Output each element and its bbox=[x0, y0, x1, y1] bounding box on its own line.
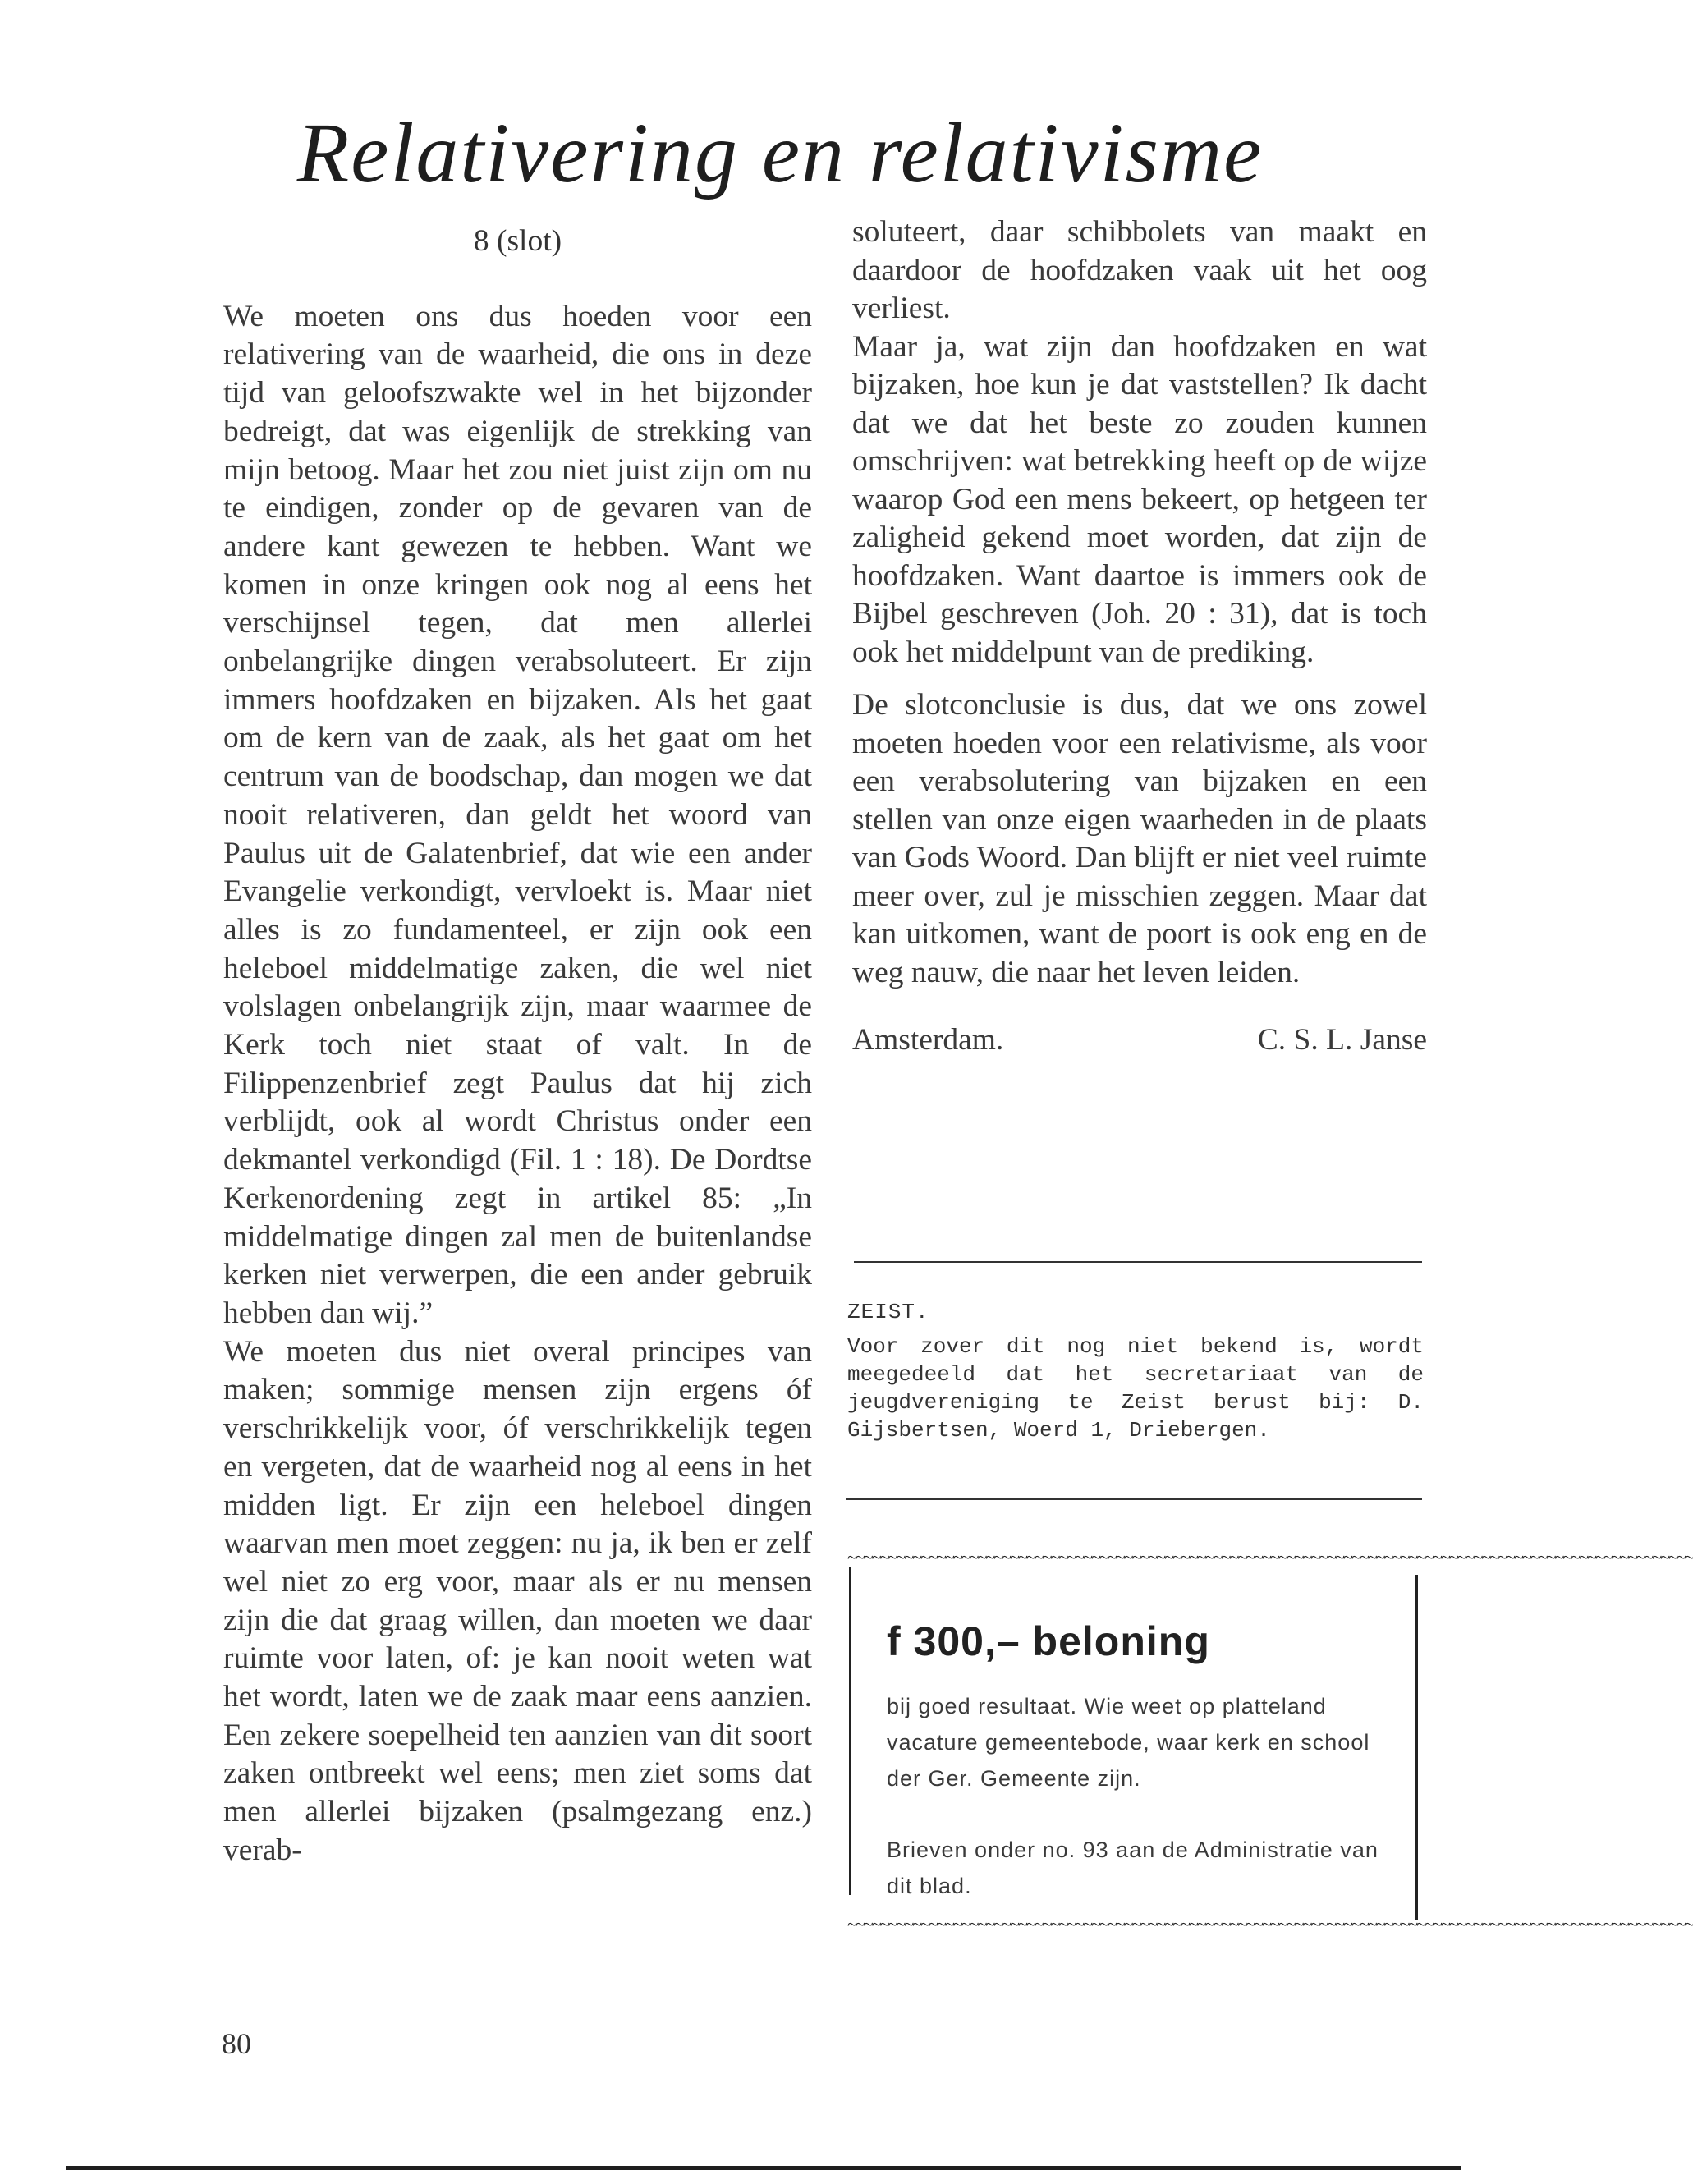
article-paragraph: We moeten dus niet overal principes van maken; sommige mensen zijn ergens óf verschrikkelijk voor, óf verschrikkelijk tegen en vergeten, dat de waarheid nog al eens in het midden ligt. Er zijn een heleboel dingen waarvan men moet zeggen: nu ja, ik ben er zelf wel niet zo erg voor, maar als er nu mensen zijn die dat graag willen, dan moeten we daar ruimte voor laten, of: je kan nooit weten wat het wordt, laten we de zaak maar eens aanzien. Een zekere soepelheid ten aanzien van dit soort zaken ontbreekt wel eens; men ziet soms dat men allerlei bijzaken (psalmgezang enz.) verab- bbox=[223, 1334, 812, 1867]
ad-contact: Brieven onder no. 93 aan de Administratie van dit blad. bbox=[887, 1838, 1379, 1898]
ad-border-left bbox=[849, 1567, 851, 1895]
article-place: Amsterdam. bbox=[852, 1023, 1004, 1057]
ad-title: f 300,– beloning bbox=[887, 1618, 1210, 1664]
ad-body: bij goed resultaat. Wie weet op platteland vacature gemeentebode, waar kerk en school der Ger. Gemeente zijn. bbox=[887, 1694, 1370, 1791]
divider bbox=[846, 1498, 1422, 1500]
divider bbox=[854, 1261, 1422, 1263]
ad-border-right bbox=[1415, 1575, 1418, 1920]
article-paragraph: De slotconclusie is dus, dat we ons zowel moeten hoeden voor een relativisme, als voor een verabsolutering van bijzaken en een stellen van onze eigen waarheden in de plaats van Gods Woord. Dan blijft er niet veel ruimte meer over, zul je misschien zeggen. Maar dat kan uitkomen, want de poort is ook eng en de weg nauw, die naar het leven leiden. bbox=[852, 688, 1427, 989]
reward-advertisement bbox=[847, 1547, 1693, 1934]
ornamental-border-bottom: ~~~~~~~~~~~~~~~~~~~~~~~~~~~~~~~~~~~~~~~~~~~~~~~~~~~~~~~~~~~~~~~~~~~~~~~~~~~~~~~~~~~~~~~~~~~~~~~~~~~~~~~~ bbox=[847, 1914, 1693, 1934]
signature-row bbox=[852, 1021, 1427, 1060]
notice-body: Voor zover dit nog niet bekend is, wordt meegedeeld dat het secretariaat van de jeugdvereniging te Zeist berust bij: D. Gijsbertsen, Woerd 1, Driebergen. bbox=[847, 1334, 1424, 1443]
ornamental-border-top: ~~~~~~~~~~~~~~~~~~~~~~~~~~~~~~~~~~~~~~~~~~~~~~~~~~~~~~~~~~~~~~~~~~~~~~~~~~~~~~~~~~~~~~~~~~~~~~~~~~~~~~~~ bbox=[847, 1547, 1693, 1567]
notice-heading: ZEIST. bbox=[847, 1300, 929, 1324]
article-paragraph: Maar ja, wat zijn dan hoofdzaken en wat bijzaken, hoe kun je dat vaststellen? Ik dacht dat we dat het beste zo zouden kunnen omschrijven: wat betrekking heeft op de wijze waarop God een mens bekeert, op hetgeen ter zaligheid gekend moet worden, dat zijn de hoofdzaken. Want daartoe is immers ook de Bijbel geschreven (Joh. 20 : 31), dat is toch ook het middelpunt van de prediking. bbox=[852, 329, 1427, 669]
article-left-column bbox=[223, 209, 812, 1870]
article-right-column bbox=[852, 213, 1427, 1060]
article-paragraph: soluteert, daar schibbolets van maakt en daardoor de hoofdzaken vaak uit het oog verliest. bbox=[852, 215, 1427, 325]
page-number: 80 bbox=[222, 2027, 251, 2060]
zeist-notice bbox=[847, 1300, 1424, 1444]
article-author: C. S. L. Janse bbox=[1257, 1023, 1427, 1057]
article-title: Relativering en relativisme bbox=[296, 106, 1264, 200]
article-subtitle: 8 (slot) bbox=[473, 224, 562, 258]
article-paragraph: We moeten ons dus hoeden voor een relativering van de waarheid, die ons in deze tijd van geloofszwakte wel in het bijzonder bedreigt, dat was eigenlijk de strekking van mijn betoog. Maar het zou niet juist zijn om nu te eindigen, zonder op de gevaren van de andere kant gewezen te hebben. Want we komen in onze kringen ook nog al eens het verschijnsel tegen, dat men allerlei onbelangrijke dingen verabsoluteert. Er zijn immers hoofdzaken en bijzaken. Als het gaat om de kern van de zaak, als het gaat om het centrum van de boodschap, dan mogen we dat nooit relativeren, dan geldt het woord van Paulus uit de Galatenbrief, dat wie een ander Evangelie verkondigt, vervloekt is. Maar niet alles is zo fundamenteel, er zijn ook een heleboel middelmatige zaken, die wel niet volslagen onbelangrijk zijn, maar waarmee de Kerk toch niet staat of valt. In de Filippenzenbrief zegt Paulus dat hij zich verblijdt, ook al wordt Christus onder een dekmantel verkondigd (Fil. 1 : 18). De Dordtse Kerkenordening zegt in artikel 85: „In middelmatige dingen zal men de buitenlandse kerken niet verwerpen, die een ander gebruik hebben dan wij.” bbox=[223, 299, 812, 1330]
bottom-rule bbox=[66, 2166, 1461, 2170]
